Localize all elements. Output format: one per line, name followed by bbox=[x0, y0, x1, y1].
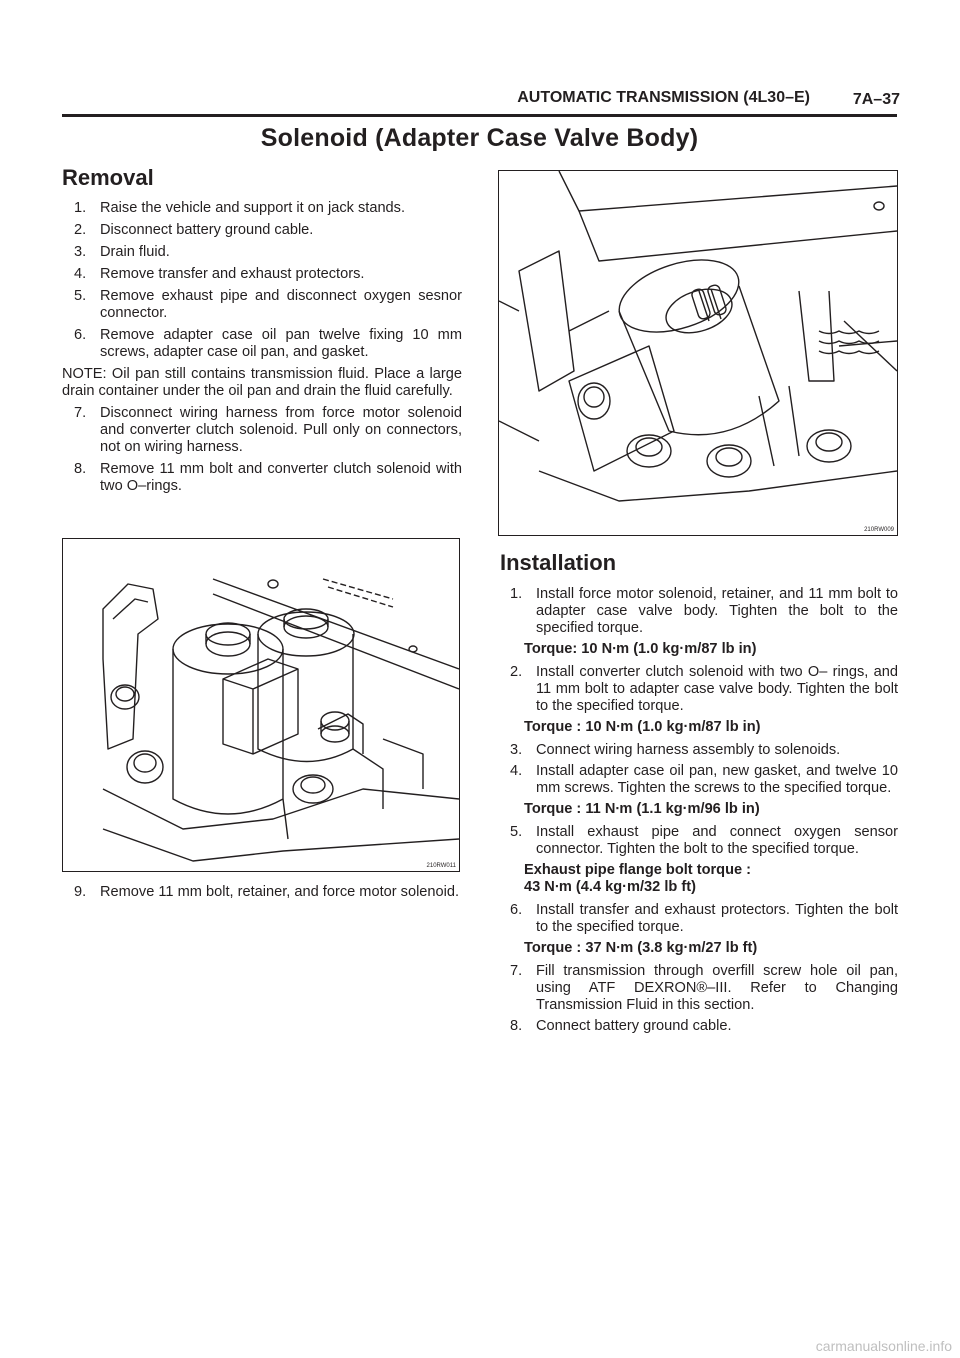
header-divider bbox=[62, 114, 897, 117]
solenoid-drawing-right bbox=[499, 171, 897, 535]
torque-spec: Torque : 11 N∙m (1.1 kg·m/96 lb in) bbox=[524, 801, 760, 817]
page-title: Solenoid (Adapter Case Valve Body) bbox=[260, 124, 699, 152]
list-item: 6. Remove adapter case oil pan twelve fixing 10 mm screws, adapter case oil pan, and gasket. bbox=[74, 327, 462, 360]
solenoid-illustration-left bbox=[62, 538, 460, 872]
list-item: 4. Install adapter case oil pan, new gasket, and twelve 10 mm screws. Tighten the screws to the specified torque. bbox=[510, 763, 898, 796]
list-item: 1. Install force motor solenoid, retainer, and 11 mm bolt to adapter case valve body. Tighten the bolt to the specified torque. bbox=[510, 586, 898, 636]
list-item: 8. Remove 11 mm bolt and converter clutch solenoid with two O–rings. bbox=[74, 461, 462, 494]
list-item: 7. Disconnect wiring harness from force motor solenoid and converter clutch solenoid. Pull only on connectors, not on wiring harness. bbox=[74, 405, 462, 455]
installation-steps bbox=[498, 586, 898, 1035]
list-item: 4. Remove transfer and exhaust protectors. bbox=[74, 266, 365, 282]
list-item: 6. Install transfer and exhaust protectors. Tighten the bolt to the specified torque. bbox=[510, 902, 898, 935]
solenoid-illustration-right bbox=[498, 170, 898, 536]
torque-spec: Exhaust pipe flange bolt torque : bbox=[524, 862, 752, 878]
list-item: 3. Drain fluid. bbox=[74, 244, 170, 260]
removal-heading: Removal bbox=[62, 165, 154, 190]
torque-spec: Torque: 10 N∙m (1.0 kg·m/87 lb in) bbox=[524, 641, 757, 657]
note-text: NOTE: Oil pan still contains transmission fluid. Place a large drain container under the oil pan and drain the fluid carefully. bbox=[62, 366, 462, 399]
list-item: 3. Connect wiring harness assembly to solenoids. bbox=[510, 742, 841, 758]
list-item: 5. Remove exhaust pipe and disconnect oxygen sesnor connector. bbox=[74, 288, 462, 321]
page-number: 7A–37 bbox=[852, 91, 900, 108]
list-item: 1. Raise the vehicle and support it on jack stands. bbox=[74, 200, 406, 216]
list-item: 7. Fill transmission through overfill screw hole oil pan, using ATF DEXRON®–III. Refer to Changing Transmission Fluid in this section. bbox=[510, 963, 898, 1013]
removal-steps-continued bbox=[62, 884, 462, 901]
list-item: 2. Install converter clutch solenoid with two O– rings, and 11 mm bolt to adapter case valve body. Tighten the bolt to the specified torque. bbox=[510, 664, 898, 714]
torque-spec: Torque : 10 N∙m (1.0 kg·m/87 lb in) bbox=[524, 719, 761, 735]
list-item: 8. Connect battery ground cable. bbox=[510, 1018, 732, 1034]
torque-spec: Torque : 37 N∙m (3.8 kg·m/27 lb ft) bbox=[524, 940, 758, 956]
watermark: carmanualsonline.info bbox=[815, 1338, 952, 1354]
figure-code: 210RW011 bbox=[426, 863, 456, 869]
section-title: AUTOMATIC TRANSMISSION (4L30–E) bbox=[517, 89, 810, 106]
list-item: 9. Remove 11 mm bolt, retainer, and force motor solenoid. bbox=[74, 884, 460, 900]
list-item: 5. Install exhaust pipe and connect oxygen sensor connector. Tighten the bolt to the specified torque. bbox=[510, 824, 898, 857]
installation-heading: Installation bbox=[500, 550, 617, 575]
figure-code: 210RW009 bbox=[864, 527, 894, 533]
torque-spec: 43 N∙m (4.4 kg·m/32 lb ft) bbox=[524, 879, 696, 895]
removal-steps bbox=[62, 200, 462, 495]
list-item: 2. Disconnect battery ground cable. bbox=[74, 222, 314, 238]
solenoid-drawing-left bbox=[63, 539, 459, 871]
